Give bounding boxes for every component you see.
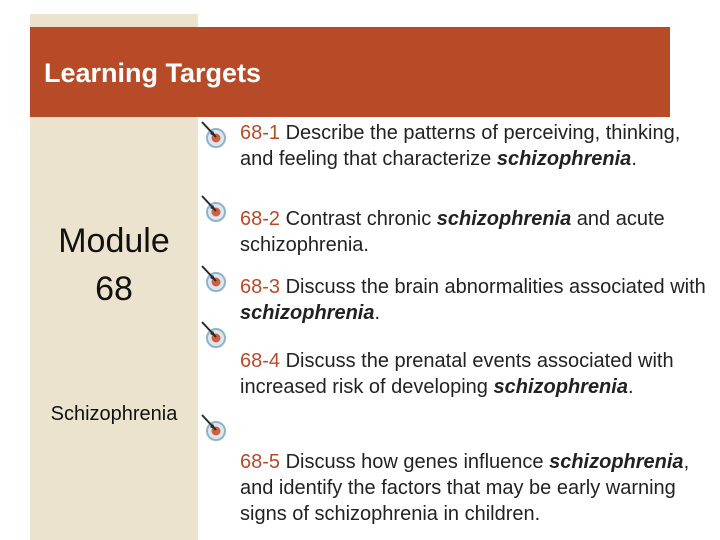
objective-text: Discuss how genes influence (280, 451, 550, 473)
target-bullet-icon (200, 320, 234, 350)
title-bar (30, 27, 670, 117)
objective-text: Discuss the prenatal events associated with increased risk of developing (240, 350, 674, 398)
target-bullet-icon (200, 413, 234, 443)
objective-text: Discuss the brain abnormalities associated with (280, 276, 706, 298)
objective-68-5 (240, 449, 716, 527)
objective-text: Describe the patterns of perceiving, thinking, and feeling that characterize (240, 122, 681, 170)
target-bullet-icon (200, 120, 234, 150)
objective-text-end: . (631, 148, 637, 170)
page-title: Learning Targets (44, 58, 262, 88)
objective-number: 68-5 (240, 451, 281, 473)
objective-keyword: schizophrenia (549, 451, 684, 473)
objective-number: 68-3 (240, 276, 281, 298)
objective-68-4 (240, 348, 716, 400)
objective-keyword: schizophrenia (240, 302, 375, 324)
objective-text-end: . (374, 302, 381, 324)
target-bullet-icon (200, 194, 234, 224)
objective-keyword: schizophrenia (436, 208, 572, 230)
objective-keyword: schizophrenia (496, 148, 632, 170)
objective-number: 68-1 (240, 122, 281, 144)
module-subtitle: Schizophrenia (50, 403, 178, 425)
objective-68-1 (240, 120, 716, 172)
objective-text-end: , and identify the factors that may be early warning signs of schizophrenia in children. (240, 451, 690, 525)
objective-number: 68-4 (240, 350, 281, 372)
objective-text: Contrast chronic (280, 208, 437, 230)
objective-text-end: and acute schizophrenia. (240, 208, 665, 256)
target-bullet-icon (200, 264, 234, 294)
objective-number: 68-2 (240, 208, 281, 230)
objective-68-2 (240, 206, 716, 258)
module-title-line2: 68 (95, 270, 133, 308)
module-title-line1: Module (58, 222, 170, 260)
objective-keyword: schizophrenia (493, 376, 628, 398)
objective-68-3 (240, 274, 716, 326)
module-title (30, 217, 198, 313)
objective-text-end: . (627, 376, 634, 398)
